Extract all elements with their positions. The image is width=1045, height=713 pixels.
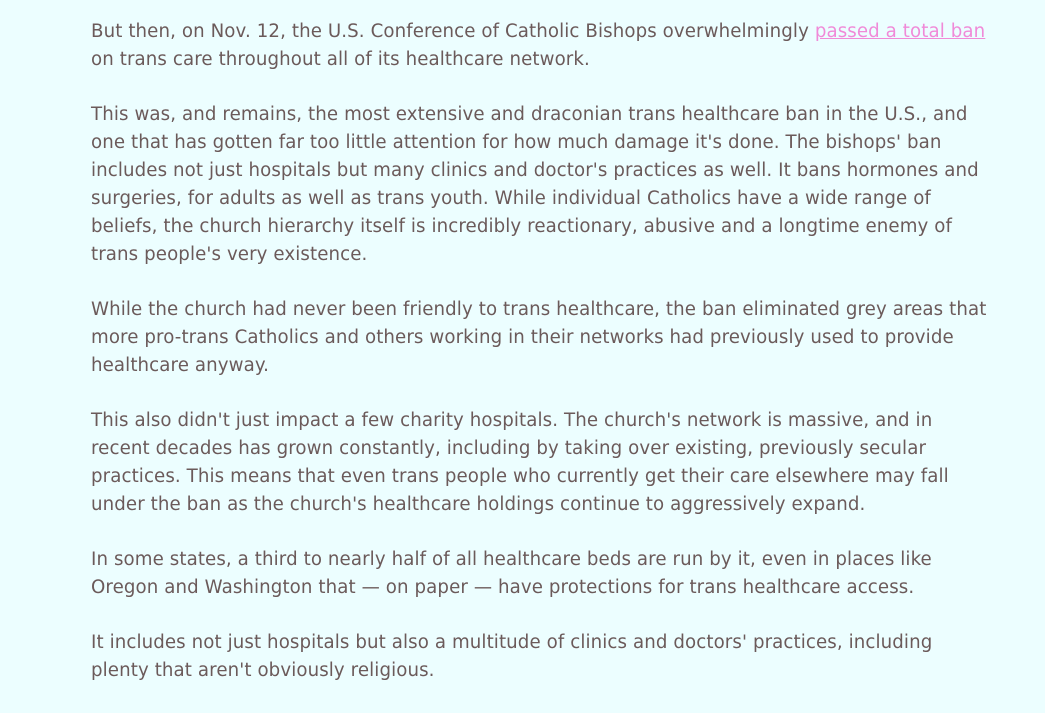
ban-link[interactable]: passed a total ban bbox=[814, 21, 986, 42]
paragraph-bishops-ban bbox=[91, 18, 991, 74]
paragraph-extensive-ban: This was, and remains, the most extensive and draconian trans healthcare ban in the U.S., and one that has gotten far too little attention for how much damage it's done. The bishops' ban includes not just hospitals but many clinics and doctor's practices as well. It bans hormones and surgeries, for adults as well as trans youth. While individual Catholics have a wide range of beliefs, the church hierarchy itself is incredibly reactionary, abusive and a longtime enemy of trans people's very existence. bbox=[91, 104, 979, 265]
article-body bbox=[91, 18, 991, 712]
paragraph-clinics: It includes not just hospitals but also a multitude of clinics and doctors' practices, including plenty that aren't obviously religious. bbox=[91, 632, 933, 681]
paragraph-states: In some states, a third to nearly half of all healthcare beds are run by it, even in places like Oregon and Washington that — on paper — have protections for trans healthcare access. bbox=[91, 549, 932, 598]
paragraph-text: But then, on Nov. 12, the U.S. Conference of Catholic Bishops overwhelmingly bbox=[91, 21, 815, 42]
paragraph-network-size: This also didn't just impact a few charity hospitals. The church's network is massive, and in recent decades has grown constantly, including by taking over existing, previously secular practices. This means that even trans people who currently get their care elsewhere may fall under the ban as the church's healthcare holdings continue to aggressively expand. bbox=[91, 410, 949, 515]
paragraph-grey-areas: While the church had never been friendly to trans healthcare, the ban eliminated grey areas that more pro-trans Catholics and others working in their networks had previously used to provide healthcare anyway. bbox=[91, 299, 987, 376]
paragraph-text: on trans care throughout all of its healthcare network. bbox=[91, 49, 590, 70]
